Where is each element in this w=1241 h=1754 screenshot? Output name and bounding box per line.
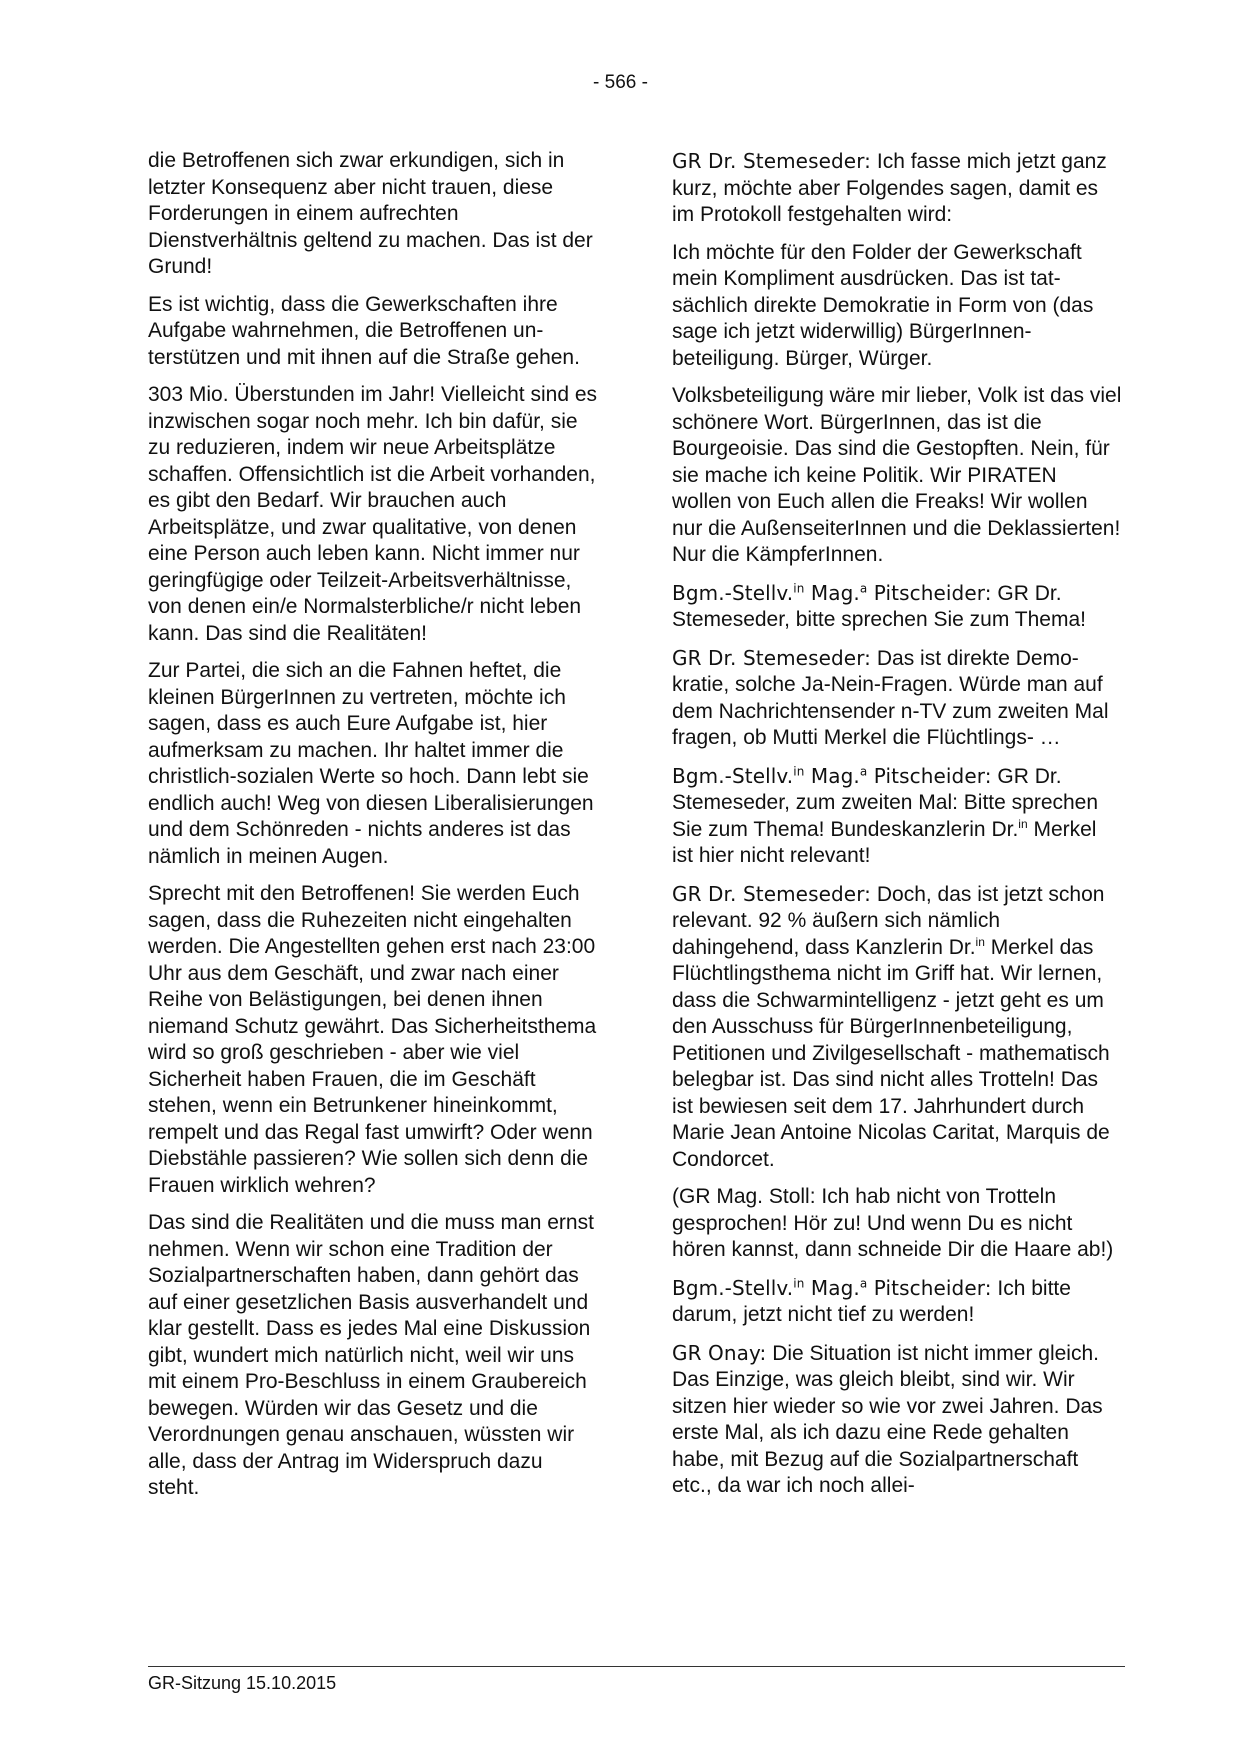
- paragraph-text: Doch, das ist jetzt schon relevant. 92 % äußern sich nämlich dahingehend, dass Kanzlerin Dr.$^{in}$ Merkel das Flüchtlingsthema nicht im Griff hat. Wir lernen, dass die Schwarmintelligenz - jetzt geht es um den Ausschuss für BürgerInnenbeteiligung, Petitionen und Zivilgesellschaft - mathematisch belegbar ist. Das sind nicht alles Trotteln! Das ist bewiesen seit dem 17. Jahrhundert durch Marie Jean Antoine Nicolas Caritat, Marquis de Condorcet.: [672, 882, 1110, 1171]
- paragraph-text: Ich fasse mich jetzt ganz kurz, möchte aber Folgendes sagen, damit es im Protokoll festgehalten wird:: [672, 150, 1107, 226]
- speaker-name: Bgm.-Stellv.$^{in}$ Mag.$^a$ Pitscheider:: [672, 580, 992, 605]
- paragraph: Das sind die Realitäten und die muss man ernst nehmen. Wenn wir schon eine Tradition der Sozialpartnerschaften haben, dann gehört das auf einer gesetzlichen Basis ausverhandelt und klar gestellt. Dass es jedes Mal eine Diskussion gibt, wundert mich natürlich nicht, weil wir uns mit einem Pro-Beschluss in einem Graubereich bewegen. Würden wir das Gesetz und die Verordnungen genau anschauen, wüssten wir alle, dass der Antrag im Widerspruch dazu steht.: [148, 1211, 594, 1499]
- paragraph-text: Ich bitte darum, jetzt nicht tief zu werden!: [672, 1276, 1071, 1326]
- paragraph: Sprecht mit den Betroffenen! Sie werden Euch sagen, dass die Ruhezeiten nicht eingehalten werden. Die Angestellten gehen erst nach 23:00 Uhr aus dem Geschäft, und zwar nach einer Reihe von Belästigungen, bei denen ihnen niemand Schutz gewährt. Das Sicherheitsthema wird so groß geschrieben - aber wie viel Sicherheit haben Frauen, die im Geschäft stehen, wenn ein Betrunkener hineinkommt, rempelt und das Regal fast umwirft? Oder wenn Diebstähle passieren? Wie sollen sich denn die Frauen wirklich wehren?: [148, 882, 597, 1197]
- paragraph: 303 Mio. Überstunden im Jahr! Vielleicht sind es inzwischen sogar noch mehr. Ich bin dafür, sie zu reduzieren, indem wir neue Arbeitsplätze schaffen. Offensichtlich ist die Arbeit vorhanden, es gibt den Bedarf. Wir brauchen auch Arbeitsplätze, und zwar qualitative, von denen eine Person auch leben kann. Nicht immer nur geringfügige oder Teilzeit-Arbeitsverhältnisse, von denen ein/e Normalsterbliche/r nicht leben kann. Das sind die Realitäten!: [148, 383, 598, 645]
- paragraph: Volksbeteiligung wäre mir lieber, Volk ist das viel schönere Wort. BürgerInnen, das ist die Bourgeoisie. Das sind die Gestopften. Nein, für sie mache ich keine Politik. Wir PIRATEN wollen von Euch allen die Freaks! Wir wollen nur die AußenseiterInnen und die Deklassierten! Nur die KämpferInnen.: [672, 384, 1122, 566]
- speaker-name: GR Onay:: [672, 1340, 767, 1365]
- speaker-name: GR Dr. Stemeseder:: [672, 149, 872, 173]
- speaker-name: Bgm.-Stellv.$^{in}$ Mag.$^a$ Pitscheider:: [672, 763, 992, 788]
- paragraph: [672, 881, 1122, 1174]
- paragraph-text: Die Situation ist nicht immer gleich. Das Einzige, was gleich bleibt, sind wir. Wir sitzen hier wieder so wie vor zwei Jahren. Das erste Mal, als ich dazu eine Rede gehalten habe, mit Bezug auf die Sozialpartnerschaft etc., da war ich noch allei-: [672, 1341, 1103, 1497]
- right-column: [672, 148, 1122, 1511]
- speaker-name: GR Dr. Stemeseder:: [672, 881, 872, 906]
- paragraph: die Betroffenen sich zwar erkundigen, sich in letzter Konsequenz aber nicht trauen, diese Forderungen in einem aufrechten Dienstverhältnis geltend zu machen. Das ist der Grund!: [148, 149, 593, 278]
- paragraph: [672, 148, 1122, 229]
- paragraph-text: GR Dr. Stemeseder, bitte sprechen Sie zum Thema!: [672, 581, 1086, 631]
- paragraph: Ich möchte für den Folder der Gewerkschaft mein Kompliment ausdrücken. Das ist tatsächlich direkte Demokratie in Form von (das sage ich jetzt widerwillig) BürgerInnenbeteiligung. Bürger, Würger.: [672, 240, 1094, 370]
- paragraph: Zur Partei, die sich an die Fahnen heftet, die kleinen BürgerInnen zu vertreten, möchte ich sagen, dass es auch Eure Aufgabe ist, hier aufmerksam zu machen. Ihr haltet immer die christlich-sozialen Werte so hoch. Dann lebt sie endlich auch! Weg von diesen Liberalisierungen und dem Schönreden - nichts anderes ist das nämlich in meinen Augen.: [148, 659, 594, 868]
- paragraph: Es ist wichtig, dass die Gewerkschaften ihre Aufgabe wahrnehmen, die Betroffenen unterstützen und mit ihnen auf die Straße gehen.: [148, 292, 580, 369]
- speaker-name: GR Dr. Stemeseder:: [672, 645, 872, 670]
- footer-divider: [148, 1666, 1125, 1667]
- paragraph-text: Das ist direkte Demokratie, solche Ja-Nein-Fragen. Würde man auf dem Nachrichtensender n-TV zum zweiten Mal fragen, ob Mutti Merkel die Flüchtlings- …: [672, 646, 1109, 749]
- paragraph: [672, 763, 1122, 870]
- paragraph: [672, 1275, 1122, 1329]
- paragraph-text: GR Dr. Stemeseder, zum zweiten Mal: Bitte sprechen Sie zum Thema! Bundeskanzlerin Dr.$^{in}$ Merkel ist hier nicht relevant!: [672, 764, 1099, 867]
- paragraph: [672, 645, 1122, 752]
- speaker-name: Bgm.-Stellv.$^{in}$ Mag.$^a$ Pitscheider:: [672, 1275, 992, 1300]
- page-number: - 566 -: [593, 72, 648, 93]
- interjection: (GR Mag. Stoll: Ich hab nicht von Trotteln gesprochen! Hör zu! Und wenn Du es nicht hören kannst, dann schneide Dir die Haare ab!): [672, 1185, 1114, 1261]
- paragraph: [672, 580, 1122, 634]
- footer-text: GR-Sitzung 15.10.2015: [148, 1673, 337, 1693]
- left-column: [148, 148, 598, 1513]
- paragraph: [672, 1340, 1122, 1500]
